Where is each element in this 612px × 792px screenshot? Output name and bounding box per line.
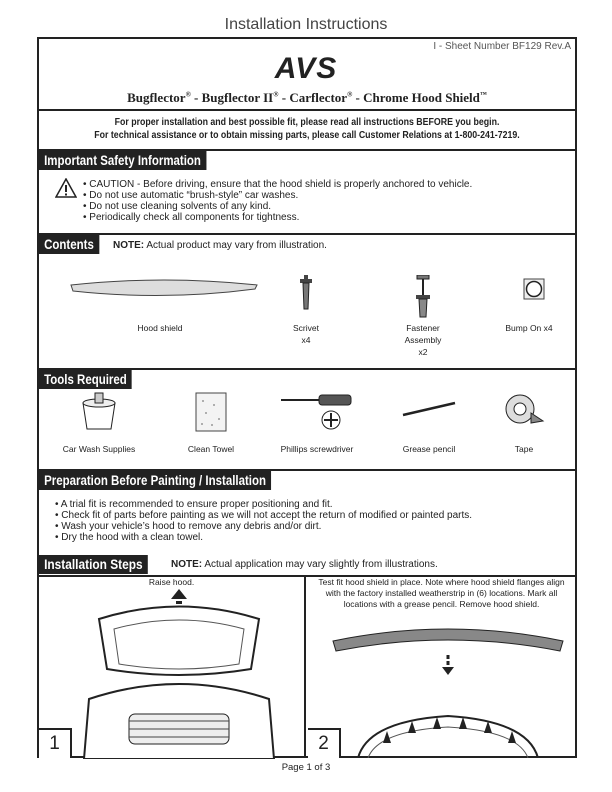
step-text: Raise hood.: [148, 577, 195, 587]
note-label: NOTE:: [171, 559, 203, 570]
item-name: Scrivet: [293, 323, 319, 333]
contents-note: [113, 240, 327, 252]
prep-item: • Wash your vehicle’s hood to remove any debris and/or dirt.: [55, 521, 472, 532]
prep-item: • Check fit of parts before painting as we will not accept the return of modified or painted parts.: [55, 510, 472, 521]
contents-item-label: [256, 322, 356, 346]
tool-label: Car Wash Supplies: [62, 444, 136, 454]
tool-label: Tape: [514, 444, 534, 454]
phillips-screwdriver-image: [279, 392, 355, 432]
safety-heading: Important Safety Information: [39, 151, 206, 170]
document-title: Installation Instructions: [224, 16, 388, 33]
scrivet-image: [299, 275, 313, 313]
tool-label: Phillips screwdriver: [280, 444, 354, 454]
registered-mark: ®: [185, 90, 191, 99]
contents-item-label: Hood shield: [137, 323, 183, 333]
tape-image: [503, 391, 545, 427]
page-number: Page 1 of 3: [281, 762, 331, 773]
car-wash-bucket-image: [79, 391, 119, 431]
item-name: Fastener Assembly: [404, 323, 442, 345]
test-fit-illustration: [328, 621, 568, 758]
product-title: [39, 90, 575, 105]
tool-label: Grease pencil: [402, 444, 456, 454]
registered-mark: ®: [347, 90, 353, 99]
contents-heading: Contents: [39, 235, 99, 254]
clean-towel-image: [194, 391, 228, 433]
trademark: ™: [479, 90, 487, 99]
contents-item-label: Bump On x4: [505, 323, 553, 333]
step-number: 2: [308, 728, 341, 758]
product-name: - Carflector: [278, 90, 348, 105]
step-panel-1: [39, 575, 306, 758]
tool-label: Clean Towel: [187, 444, 235, 454]
prep-heading: Preparation Before Painting / Installation: [39, 471, 271, 490]
safety-list: [83, 179, 472, 223]
raise-hood-illustration: [79, 589, 279, 759]
safety-item: • Do not use automatic “brush-style” car washes.: [83, 190, 472, 201]
hood-shield-image: [69, 277, 259, 301]
safety-item: • Do not use cleaning solvents of any kind.: [83, 201, 472, 212]
steps-heading: Installation Steps: [39, 555, 148, 574]
step-text: Test fit hood shield in place. Note where hood shield flanges align with the factory installed weatherstrip in (6) locations. Mark all locations with a grease pencil. Remove hood shield.: [318, 577, 565, 609]
prep-item: • Dry the hood with a clean towel.: [55, 532, 472, 543]
divider: [39, 233, 575, 235]
warning-icon: [55, 178, 77, 198]
brand-logo-text: AVS: [274, 52, 338, 82]
product-name: Bugflector: [127, 90, 186, 105]
avs-logo: [253, 52, 359, 82]
step-number: 1: [39, 728, 72, 758]
note-text: Actual application may vary slightly from illustrations.: [202, 559, 438, 570]
bump-on-image: [523, 278, 545, 300]
registered-mark: ®: [273, 90, 279, 99]
prep-item: • A trial fit is recommended to ensure proper positioning and fit.: [55, 499, 472, 510]
notice-line: For proper installation and best possible fit, please read all instructions BEFORE you begin.: [114, 117, 500, 128]
steps-note: [171, 559, 438, 571]
note-label: NOTE:: [113, 240, 145, 251]
contents-item-label: [396, 322, 450, 358]
grease-pencil-image: [401, 401, 457, 417]
safety-item: • CAUTION - Before driving, ensure that the hood shield is properly anchored to vehicle.: [83, 179, 472, 190]
product-name: - Chrome Hood Shield: [352, 90, 480, 105]
fastener-assembly-image: [415, 275, 431, 319]
safety-item: • Periodically check all components for tightness.: [83, 212, 472, 223]
product-name: - Bugflector II: [190, 90, 274, 105]
prep-list: [55, 499, 472, 543]
item-qty: x2: [418, 347, 428, 357]
step-panel-2: [308, 575, 575, 758]
notice-line: For technical assistance or to obtain missing parts, please call Customer Relations at 1-800-241-7219.: [94, 130, 520, 141]
item-qty: x4: [301, 335, 311, 345]
tools-heading: Tools Required: [39, 370, 132, 389]
divider: [39, 109, 575, 111]
instruction-sheet: [37, 37, 577, 758]
note-text: Actual product may vary from illustration.: [144, 240, 327, 251]
sheet-number: I - Sheet Number BF129 Rev.A: [433, 41, 571, 52]
